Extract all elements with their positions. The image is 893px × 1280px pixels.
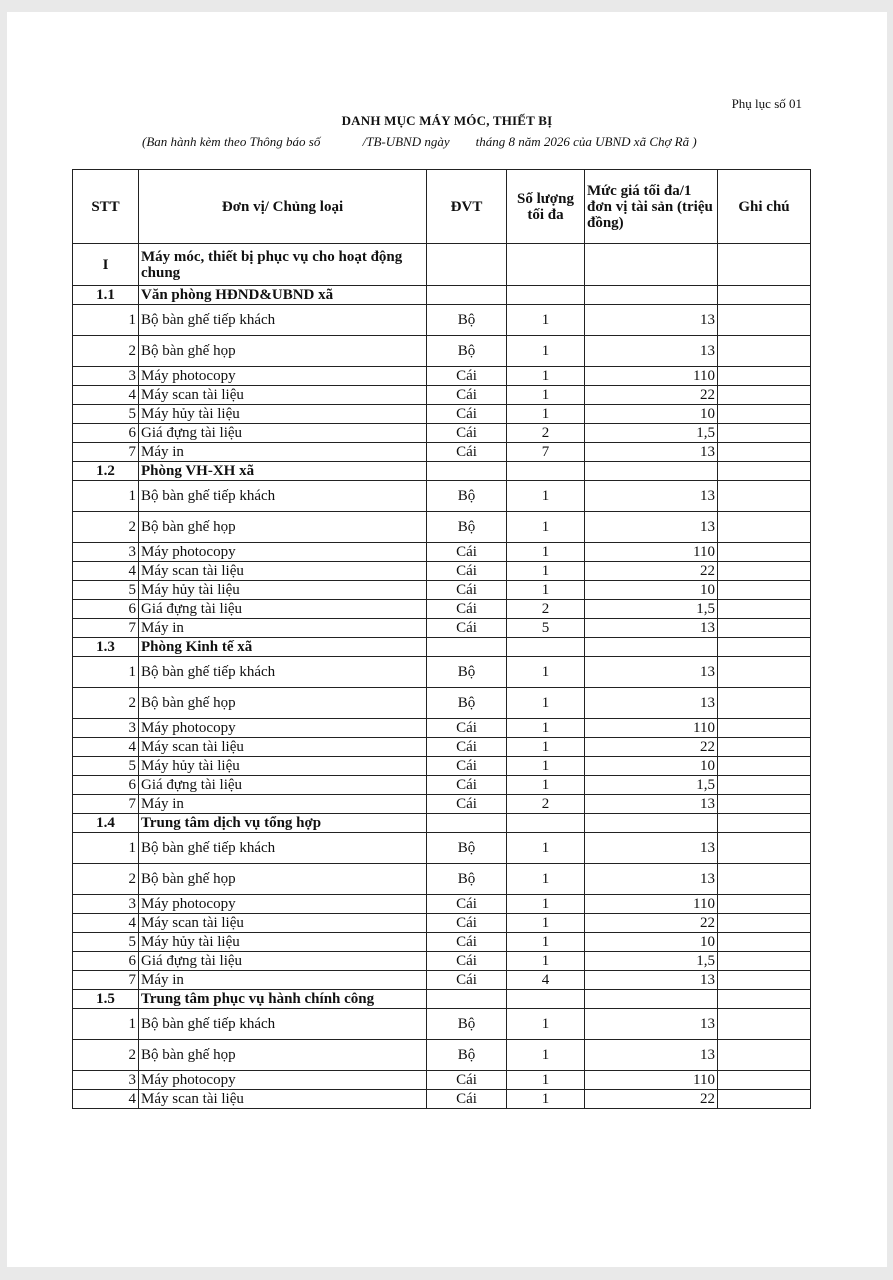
row-stt: 2 [73, 336, 139, 367]
row-unit: Cái [427, 776, 507, 795]
row-name: Giá đựng tài liệu [139, 952, 427, 971]
row-name: Bộ bàn ghế họp [139, 512, 427, 543]
row-stt: 4 [73, 738, 139, 757]
row-note [718, 933, 811, 952]
empty-cell [427, 638, 507, 657]
section-row [73, 462, 811, 481]
row-quantity: 1 [507, 933, 585, 952]
row-stt: 5 [73, 581, 139, 600]
row-stt: 1 [73, 305, 139, 336]
row-name: Máy scan tài liệu [139, 1090, 427, 1109]
row-price: 110 [585, 719, 718, 738]
column-header-name: Đơn vị/ Chủng loại [139, 170, 427, 244]
row-note [718, 367, 811, 386]
row-unit: Cái [427, 795, 507, 814]
row-name: Máy hủy tài liệu [139, 405, 427, 424]
row-quantity: 2 [507, 600, 585, 619]
table-row [73, 1040, 811, 1071]
document-page [7, 12, 887, 1267]
row-note [718, 795, 811, 814]
row-name: Máy in [139, 443, 427, 462]
row-unit: Cái [427, 933, 507, 952]
document-title: DANH MỤC MÁY MÓC, THIẾT BỊ [341, 113, 553, 128]
row-name: Máy photocopy [139, 719, 427, 738]
row-stt: 1 [73, 481, 139, 512]
row-stt: 2 [73, 688, 139, 719]
row-price: 13 [585, 688, 718, 719]
empty-cell [585, 638, 718, 657]
table-row [73, 386, 811, 405]
row-price: 13 [585, 795, 718, 814]
table-row [73, 776, 811, 795]
row-stt: 3 [73, 719, 139, 738]
row-note [718, 543, 811, 562]
table-row [73, 512, 811, 543]
row-price: 13 [585, 619, 718, 638]
row-unit: Cái [427, 719, 507, 738]
row-stt: 6 [73, 776, 139, 795]
group-stt: I [73, 244, 139, 286]
empty-cell [718, 286, 811, 305]
column-header-stt: STT [73, 170, 139, 244]
empty-cell [427, 286, 507, 305]
row-name: Bộ bàn ghế tiếp khách [139, 1009, 427, 1040]
row-unit: Cái [427, 424, 507, 443]
row-unit: Bộ [427, 864, 507, 895]
row-name: Máy hủy tài liệu [139, 757, 427, 776]
section-name: Phòng Kinh tế xã [139, 638, 427, 657]
table-body [73, 244, 811, 1109]
row-price: 13 [585, 657, 718, 688]
table-row [73, 933, 811, 952]
empty-cell [585, 990, 718, 1009]
row-quantity: 1 [507, 512, 585, 543]
row-unit: Cái [427, 738, 507, 757]
row-note [718, 864, 811, 895]
row-name: Máy in [139, 619, 427, 638]
row-stt: 5 [73, 933, 139, 952]
row-quantity: 2 [507, 424, 585, 443]
row-price: 110 [585, 1071, 718, 1090]
row-unit: Cái [427, 1090, 507, 1109]
section-name: Văn phòng HĐND&UBND xã [139, 286, 427, 305]
row-note [718, 1009, 811, 1040]
row-note [718, 1090, 811, 1109]
row-note [718, 443, 811, 462]
table-row [73, 914, 811, 933]
row-quantity: 1 [507, 1009, 585, 1040]
row-stt: 2 [73, 512, 139, 543]
row-quantity: 1 [507, 581, 585, 600]
row-note [718, 895, 811, 914]
row-name: Máy photocopy [139, 1071, 427, 1090]
row-price: 110 [585, 367, 718, 386]
row-price: 10 [585, 581, 718, 600]
table-row [73, 543, 811, 562]
row-note [718, 833, 811, 864]
row-price: 110 [585, 543, 718, 562]
row-quantity: 4 [507, 971, 585, 990]
table-row [73, 657, 811, 688]
row-price: 10 [585, 933, 718, 952]
empty-cell [427, 244, 507, 286]
row-price: 22 [585, 562, 718, 581]
section-name: Trung tâm dịch vụ tổng hợp [139, 814, 427, 833]
row-note [718, 424, 811, 443]
group-row [73, 244, 811, 286]
empty-cell [585, 244, 718, 286]
row-price: 13 [585, 864, 718, 895]
section-row [73, 286, 811, 305]
row-stt: 2 [73, 1040, 139, 1071]
table-row [73, 562, 811, 581]
table-row [73, 738, 811, 757]
row-unit: Cái [427, 1071, 507, 1090]
table-row [73, 405, 811, 424]
row-unit: Bộ [427, 512, 507, 543]
row-price: 1,5 [585, 424, 718, 443]
row-name: Giá đựng tài liệu [139, 424, 427, 443]
row-quantity: 1 [507, 543, 585, 562]
row-price: 10 [585, 405, 718, 424]
row-note [718, 688, 811, 719]
row-name: Máy scan tài liệu [139, 738, 427, 757]
row-stt: 3 [73, 543, 139, 562]
row-stt: 3 [73, 367, 139, 386]
row-quantity: 7 [507, 443, 585, 462]
row-price: 110 [585, 895, 718, 914]
row-note [718, 657, 811, 688]
section-row [73, 638, 811, 657]
table-row [73, 481, 811, 512]
row-quantity: 5 [507, 619, 585, 638]
row-unit: Bộ [427, 833, 507, 864]
row-quantity: 1 [507, 757, 585, 776]
row-quantity: 1 [507, 367, 585, 386]
row-note [718, 305, 811, 336]
row-unit: Cái [427, 562, 507, 581]
row-price: 1,5 [585, 952, 718, 971]
row-name: Bộ bàn ghế tiếp khách [139, 657, 427, 688]
row-stt: 7 [73, 619, 139, 638]
row-price: 22 [585, 1090, 718, 1109]
empty-cell [585, 286, 718, 305]
row-name: Giá đựng tài liệu [139, 776, 427, 795]
row-quantity: 1 [507, 1040, 585, 1071]
empty-cell [427, 462, 507, 481]
row-quantity: 1 [507, 833, 585, 864]
row-note [718, 619, 811, 638]
table-row [73, 619, 811, 638]
row-unit: Bộ [427, 1040, 507, 1071]
empty-cell [585, 462, 718, 481]
row-quantity: 1 [507, 657, 585, 688]
section-stt: 1.4 [73, 814, 139, 833]
table-row [73, 367, 811, 386]
row-note [718, 757, 811, 776]
row-stt: 3 [73, 895, 139, 914]
section-name: Trung tâm phục vụ hành chính công [139, 990, 427, 1009]
row-note [718, 581, 811, 600]
row-unit: Cái [427, 895, 507, 914]
table-row [73, 1009, 811, 1040]
row-stt: 7 [73, 971, 139, 990]
empty-cell [507, 286, 585, 305]
row-note [718, 776, 811, 795]
row-price: 22 [585, 914, 718, 933]
row-price: 10 [585, 757, 718, 776]
row-quantity: 1 [507, 1071, 585, 1090]
row-note [718, 336, 811, 367]
row-name: Giá đựng tài liệu [139, 600, 427, 619]
table-row [73, 688, 811, 719]
row-stt: 1 [73, 1009, 139, 1040]
row-price: 13 [585, 833, 718, 864]
row-quantity: 1 [507, 336, 585, 367]
table-row [73, 336, 811, 367]
row-name: Máy scan tài liệu [139, 386, 427, 405]
row-name: Máy hủy tài liệu [139, 933, 427, 952]
row-stt: 7 [73, 443, 139, 462]
row-quantity: 1 [507, 481, 585, 512]
table-row [73, 971, 811, 990]
row-unit: Bộ [427, 1009, 507, 1040]
row-unit: Bộ [427, 481, 507, 512]
row-note [718, 1071, 811, 1090]
row-unit: Bộ [427, 688, 507, 719]
row-price: 13 [585, 481, 718, 512]
section-stt: 1.5 [73, 990, 139, 1009]
row-quantity: 1 [507, 688, 585, 719]
empty-cell [427, 990, 507, 1009]
row-name: Bộ bàn ghế tiếp khách [139, 833, 427, 864]
row-price: 13 [585, 443, 718, 462]
row-unit: Cái [427, 405, 507, 424]
row-note [718, 952, 811, 971]
row-unit: Cái [427, 543, 507, 562]
table-row [73, 581, 811, 600]
row-name: Máy photocopy [139, 543, 427, 562]
row-unit: Cái [427, 914, 507, 933]
table-row [73, 305, 811, 336]
row-quantity: 1 [507, 895, 585, 914]
row-price: 22 [585, 386, 718, 405]
row-name: Máy hủy tài liệu [139, 581, 427, 600]
row-quantity: 1 [507, 719, 585, 738]
row-unit: Cái [427, 367, 507, 386]
row-quantity: 1 [507, 305, 585, 336]
row-price: 22 [585, 738, 718, 757]
empty-cell [507, 244, 585, 286]
row-quantity: 1 [507, 562, 585, 581]
row-name: Máy photocopy [139, 367, 427, 386]
section-stt: 1.2 [73, 462, 139, 481]
row-quantity: 1 [507, 914, 585, 933]
row-quantity: 1 [507, 952, 585, 971]
row-note [718, 738, 811, 757]
row-unit: Cái [427, 386, 507, 405]
row-unit: Cái [427, 952, 507, 971]
column-header-price: Mức giá tối đa/1 đơn vị tài sản (triệu đồng) [585, 170, 718, 244]
row-note [718, 512, 811, 543]
empty-cell [718, 638, 811, 657]
empty-cell [507, 814, 585, 833]
row-note [718, 719, 811, 738]
row-unit: Bộ [427, 657, 507, 688]
empty-cell [507, 638, 585, 657]
row-note [718, 914, 811, 933]
row-quantity: 1 [507, 864, 585, 895]
row-note [718, 562, 811, 581]
row-note [718, 971, 811, 990]
table-row [73, 424, 811, 443]
row-unit: Cái [427, 757, 507, 776]
group-name: Máy móc, thiết bị phục vụ cho hoạt động chung [139, 244, 427, 286]
appendix-label: Phụ lục số 01 [731, 96, 802, 111]
row-name: Bộ bàn ghế họp [139, 864, 427, 895]
empty-cell [718, 990, 811, 1009]
row-quantity: 1 [507, 405, 585, 424]
empty-cell [718, 462, 811, 481]
empty-cell [718, 244, 811, 286]
row-name: Máy scan tài liệu [139, 562, 427, 581]
row-stt: 4 [73, 386, 139, 405]
table-row [73, 833, 811, 864]
row-name: Bộ bàn ghế họp [139, 336, 427, 367]
row-quantity: 1 [507, 1090, 585, 1109]
column-header-note: Ghi chú [718, 170, 811, 244]
row-price: 1,5 [585, 600, 718, 619]
row-stt: 5 [73, 405, 139, 424]
row-price: 1,5 [585, 776, 718, 795]
section-row [73, 990, 811, 1009]
row-stt: 7 [73, 795, 139, 814]
table-row [73, 895, 811, 914]
row-name: Máy in [139, 795, 427, 814]
row-price: 13 [585, 512, 718, 543]
section-row [73, 814, 811, 833]
table-row [73, 864, 811, 895]
row-unit: Bộ [427, 336, 507, 367]
section-stt: 1.1 [73, 286, 139, 305]
row-stt: 1 [73, 657, 139, 688]
row-name: Bộ bàn ghế tiếp khách [139, 305, 427, 336]
row-quantity: 1 [507, 386, 585, 405]
row-unit: Cái [427, 600, 507, 619]
empty-cell [585, 814, 718, 833]
row-price: 13 [585, 1040, 718, 1071]
row-stt: 3 [73, 1071, 139, 1090]
row-note [718, 600, 811, 619]
table-row [73, 757, 811, 776]
row-note [718, 1040, 811, 1071]
empty-cell [427, 814, 507, 833]
equipment-table [72, 169, 811, 1109]
row-stt: 6 [73, 424, 139, 443]
row-stt: 6 [73, 600, 139, 619]
table-row [73, 1071, 811, 1090]
row-price: 13 [585, 971, 718, 990]
row-name: Bộ bàn ghế tiếp khách [139, 481, 427, 512]
row-name: Máy scan tài liệu [139, 914, 427, 933]
table-row [73, 1090, 811, 1109]
row-stt: 4 [73, 562, 139, 581]
row-stt: 1 [73, 833, 139, 864]
row-name: Máy photocopy [139, 895, 427, 914]
table-row [73, 952, 811, 971]
empty-cell [718, 814, 811, 833]
row-quantity: 1 [507, 738, 585, 757]
table-header-row [73, 170, 811, 244]
row-unit: Cái [427, 581, 507, 600]
row-name: Bộ bàn ghế họp [139, 1040, 427, 1071]
row-price: 13 [585, 305, 718, 336]
row-quantity: 2 [507, 795, 585, 814]
section-name: Phòng VH-XH xã [139, 462, 427, 481]
row-stt: 2 [73, 864, 139, 895]
row-unit: Bộ [427, 305, 507, 336]
row-price: 13 [585, 1009, 718, 1040]
row-stt: 6 [73, 952, 139, 971]
row-price: 13 [585, 336, 718, 367]
row-name: Bộ bàn ghế họp [139, 688, 427, 719]
row-quantity: 1 [507, 776, 585, 795]
empty-cell [507, 990, 585, 1009]
column-header-quantity: Số lượng tối đa [507, 170, 585, 244]
row-stt: 4 [73, 914, 139, 933]
table-row [73, 600, 811, 619]
row-note [718, 405, 811, 424]
row-note [718, 386, 811, 405]
table-row [73, 443, 811, 462]
document-subtitle: (Ban hành kèm theo Thông báo số /TB-UBND ngày tháng 8 năm 2026 của UBND xã Chợ Rã ) [142, 134, 697, 149]
row-unit: Cái [427, 971, 507, 990]
row-stt: 4 [73, 1090, 139, 1109]
column-header-unit: ĐVT [427, 170, 507, 244]
empty-cell [507, 462, 585, 481]
row-name: Máy in [139, 971, 427, 990]
section-stt: 1.3 [73, 638, 139, 657]
table-row [73, 795, 811, 814]
row-unit: Cái [427, 619, 507, 638]
row-stt: 5 [73, 757, 139, 776]
row-unit: Cái [427, 443, 507, 462]
table-row [73, 719, 811, 738]
row-note [718, 481, 811, 512]
